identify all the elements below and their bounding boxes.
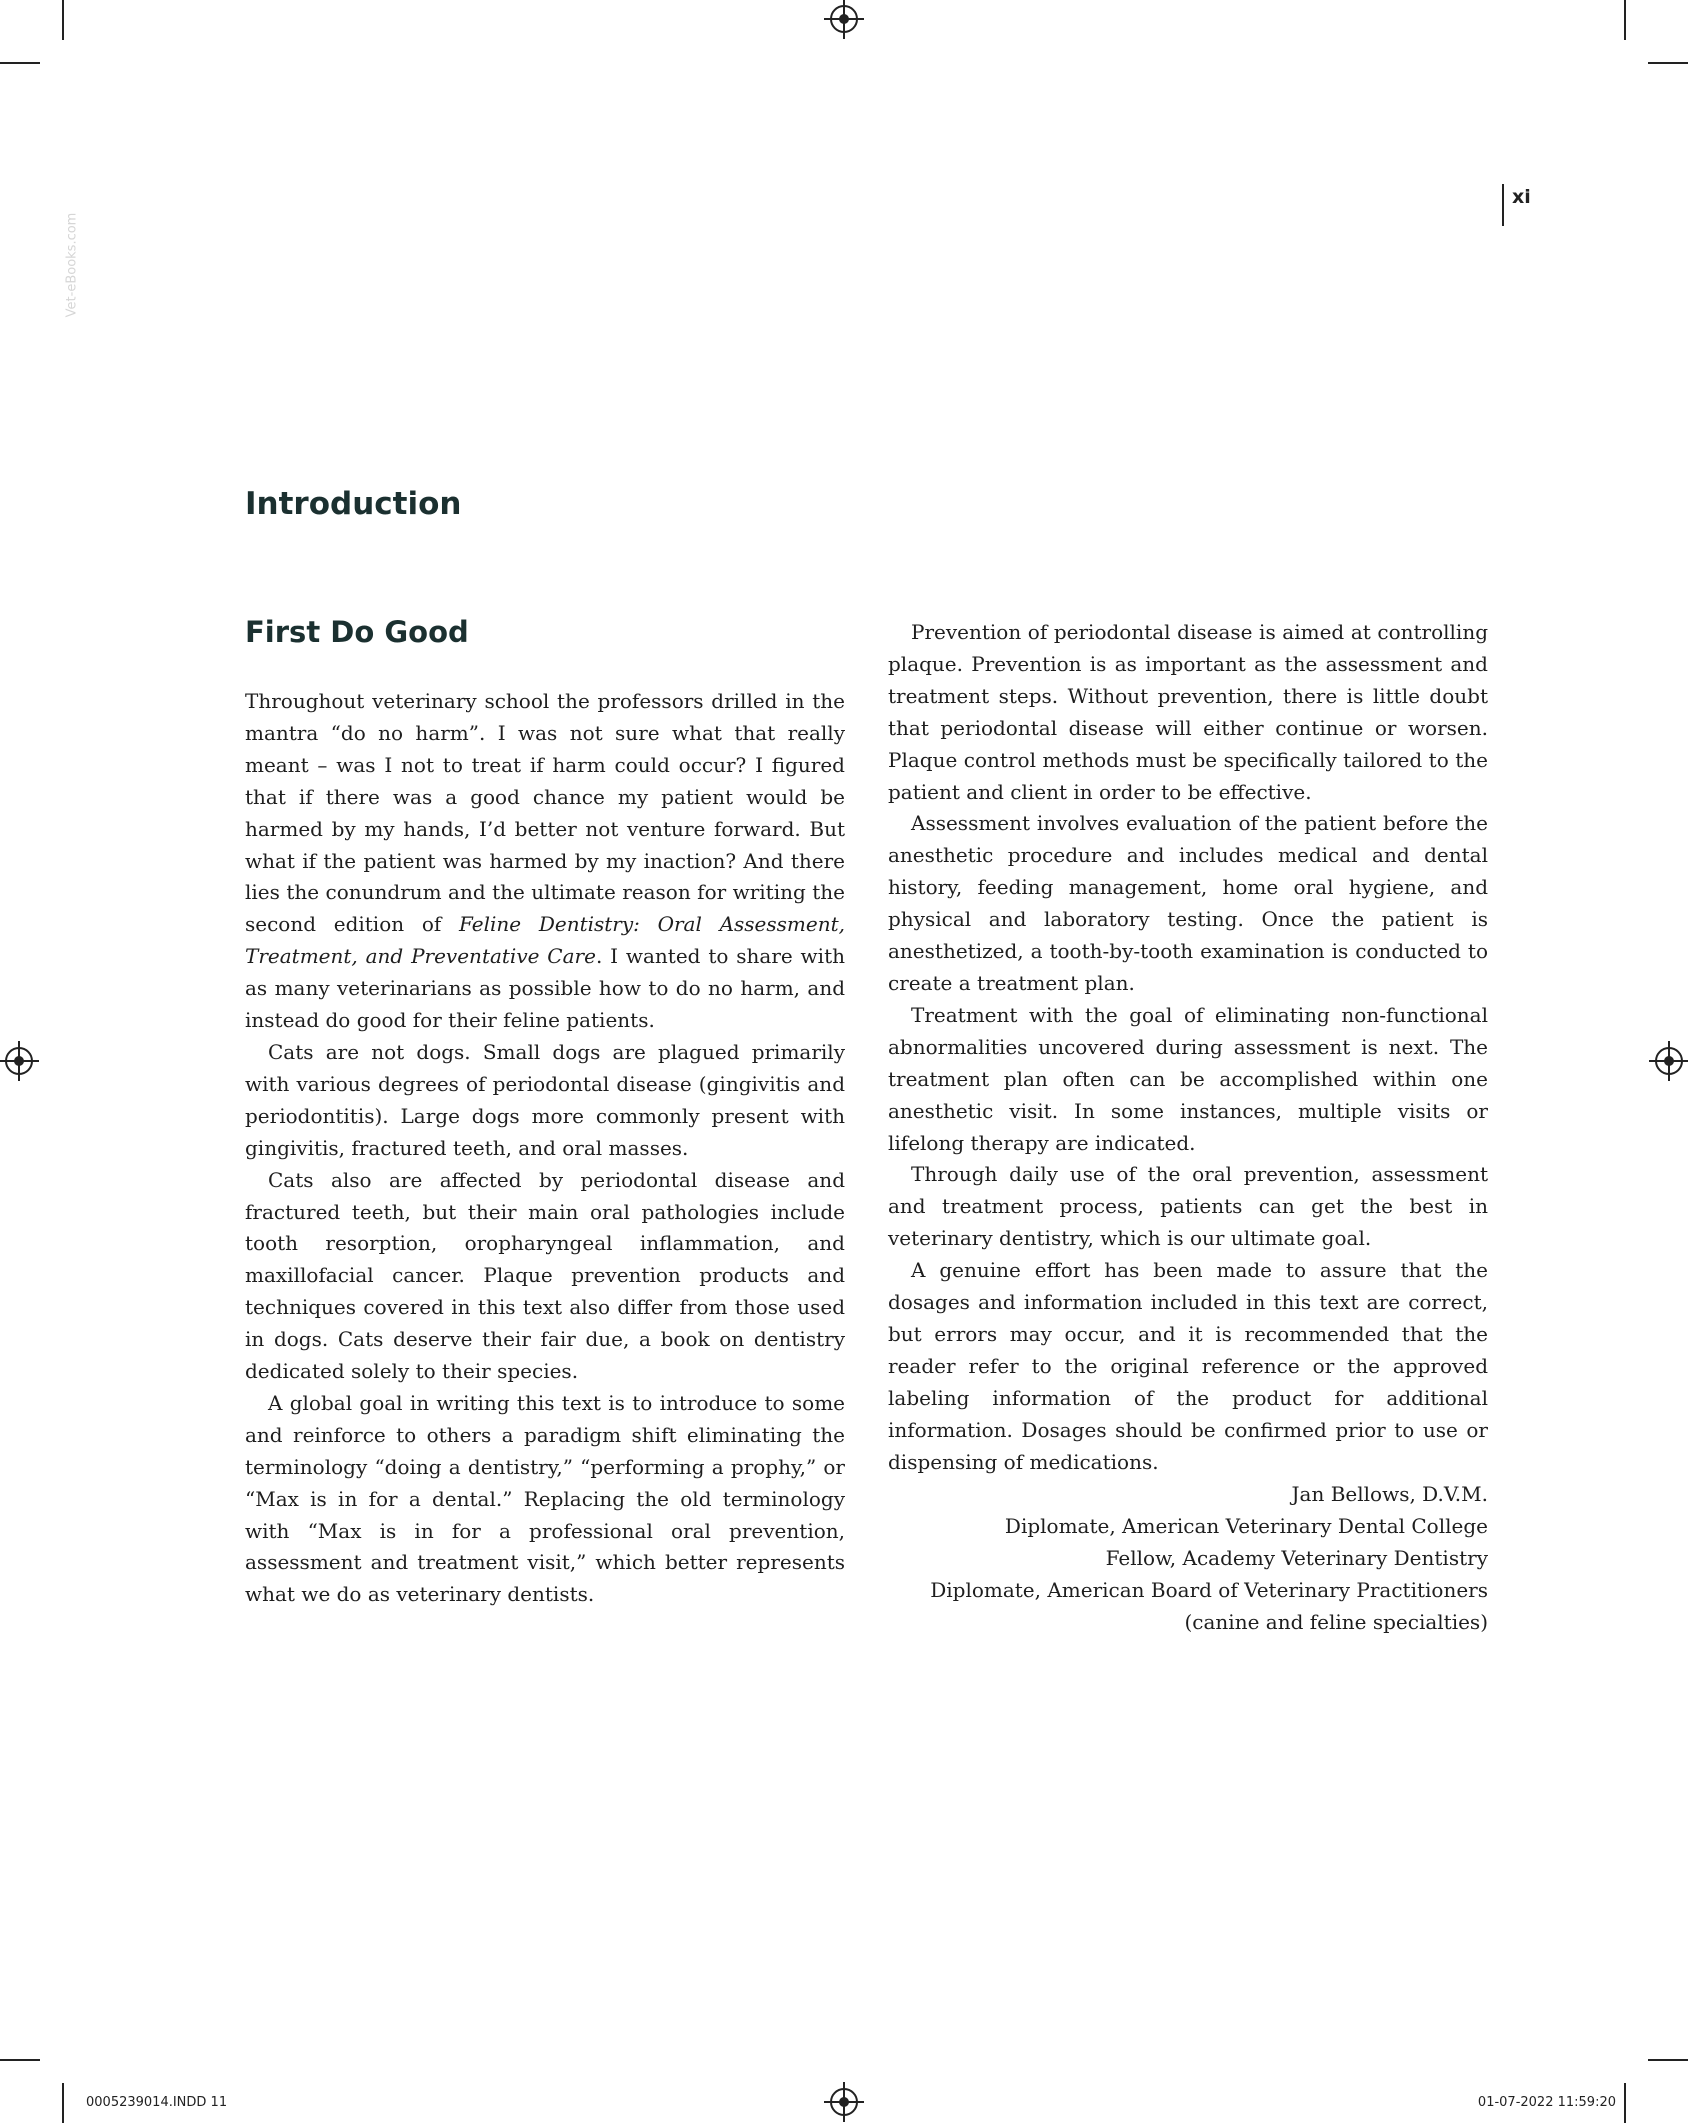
left-column: [245, 686, 845, 1611]
right-column: [888, 617, 1488, 1478]
page-number: xi: [1502, 184, 1531, 226]
watermark-text: Vet-eBooks.com: [64, 212, 80, 318]
paragraph: Cats also are affected by periodontal disease and fractured teeth, but their main oral pathologies include tooth resorption, oropharyngeal inflammation, and maxillofacial cancer. Plaque prevention products and techniques covered in this text also differ from those used in dogs. Cats deserve their fair due, a book on dentistry dedicated solely to their species.: [245, 1167, 845, 1384]
section-heading: First Do Good: [245, 615, 469, 649]
author-credential: (canine and feline specialties): [1184, 1609, 1488, 1634]
registration-mark-icon: [1655, 1047, 1683, 1075]
paragraph: Through daily use of the oral prevention, assessment and treatment process, patients can get the best in veterinary dentistry, which is our ultimate goal.: [888, 1162, 1488, 1251]
paragraph: A genuine effort has been made to assure that the dosages and information included in this text are correct, but errors may occur, and it is recommended that the reader refer to the original reference or the approved labeling information of the product for additional information. Dosages should be confirmed prior to use or dispensing of medications.: [888, 1258, 1488, 1474]
book-title: Feline Dentistry: Oral Assessment, Treatment, and Preventative Care: [245, 912, 845, 969]
crop-mark: [62, 2083, 64, 2123]
paragraph: Treatment with the goal of eliminating non-functional abnormalities uncovered during assessment is next. The treatment plan often can be accomplished within one anesthetic visit. In some instances, multiple visits or lifelong therapy are indicated.: [888, 1002, 1488, 1155]
paragraph: [245, 686, 845, 1037]
registration-mark-icon: [830, 5, 858, 33]
paragraph: Cats are not dogs. Small dogs are plagued primarily with various degrees of periodontal disease (gingivitis and periodontitis). Large dogs more commonly present with gingivitis, fractured teeth, and oral masses.: [245, 1039, 845, 1160]
author-name: Jan Bellows, D.V.M.: [1291, 1482, 1488, 1506]
author-credential: Diplomate, American Veterinary Dental College: [1004, 1513, 1488, 1538]
slug-file: 0005239014.INDD 11: [86, 2095, 228, 2110]
crop-mark: [1648, 2059, 1688, 2061]
crop-mark: [0, 2059, 40, 2061]
author-credential: Fellow, Academy Veterinary Dentistry: [1105, 1545, 1488, 1570]
slug-timestamp: 01-07-2022 11:59:20: [1477, 2095, 1616, 2110]
paragraph: Prevention of periodontal disease is aimed at controlling plaque. Prevention is as important as the assessment and treatment steps. Without prevention, there is little doubt that periodontal disease will either continue or worsen. Plaque control methods must be specifically tailored to the patient and client in order to be effective.: [888, 620, 1488, 804]
paragraph: A global goal in writing this text is to introduce to some and reinforce to others a paradigm shift eliminating the terminology “doing a dentistry,” “performing a prophy,” or “Max is in for a dental.” Replacing the old terminology with “Max is in for a professional oral prevention, assessment and treatment visit,” which better represents what we do as veterinary dentists.: [245, 1390, 845, 1607]
author-credential: Diplomate, American Board of Veterinary Practitioners: [930, 1577, 1488, 1602]
crop-mark: [1624, 0, 1626, 40]
paragraph: Assessment involves evaluation of the patient before the anesthetic procedure and includes medical and dental history, feeding management, home oral hygiene, and physical and laboratory testing. Once the patient is anesthetized, a tooth-by-tooth examination is conducted to create a treatment plan.: [888, 811, 1488, 995]
registration-mark-icon: [5, 1047, 33, 1075]
crop-mark: [1648, 62, 1688, 64]
crop-mark: [62, 0, 64, 40]
signature-block: [888, 1479, 1488, 1639]
page-title: Introduction: [245, 486, 462, 522]
paragraph-text: . I wanted to share with as many veterinarians as possible how to do no harm, and instead do good for their feline patients.: [245, 944, 845, 1033]
registration-mark-icon: [830, 2088, 858, 2116]
crop-mark: [0, 62, 40, 64]
crop-mark: [1624, 2083, 1626, 2123]
watermark: [62, 205, 82, 325]
paragraph-text: Throughout veterinary school the professors drilled in the mantra “do no harm”. I was not sure what that really meant – was I not to treat if harm could occur? I figured that if there was a good chance my patient would be harmed by my hands, I’d better not venture forward. But what if the patient was harmed by my inaction? And there lies the conundrum and the ultimate reason for writing the second edition of: [245, 689, 845, 937]
